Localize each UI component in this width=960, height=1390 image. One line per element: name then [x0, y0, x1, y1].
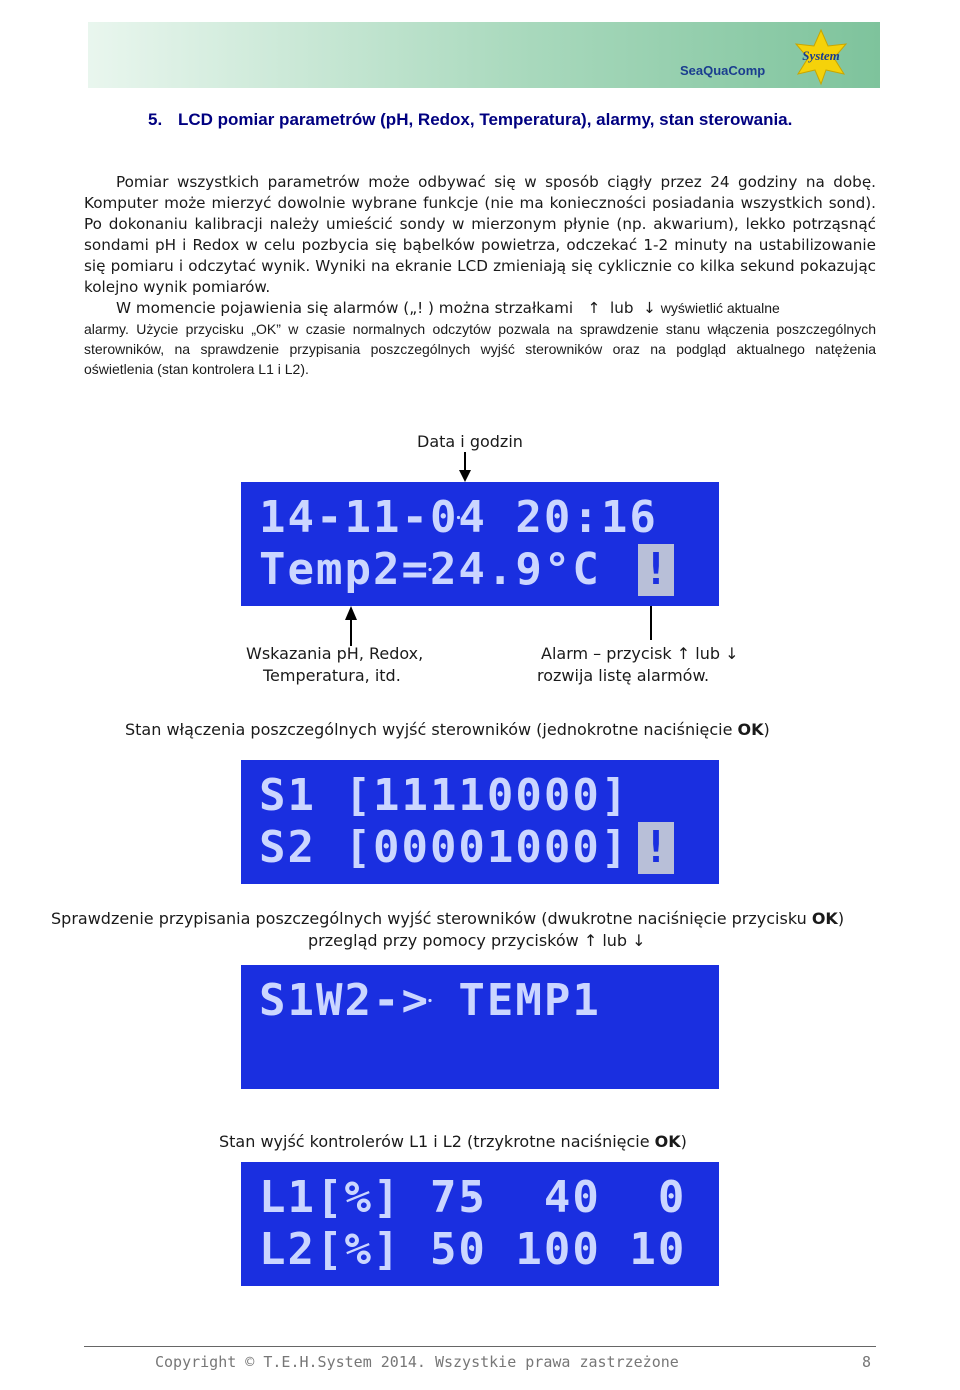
paragraph-2-a: W momencie pojawienia się alarmów („! ) można strzałkami [116, 299, 574, 317]
lcd2-caption-a: Stan włączenia poszczególnych wyjść sterowników (jednokrotne naciśnięcie [125, 720, 738, 739]
footer-copyright: Copyright © T.E.H.System 2014. Wszystkie prawa zastrzeżone [155, 1353, 679, 1371]
lcd1-top-label: Data i godzin [417, 432, 523, 451]
paragraph-2-b: lub [610, 299, 634, 317]
company-logo [790, 28, 852, 86]
paragraph-1: Pomiar wszystkich parametrów może odbywać się w sposób ciągły przez 24 godziny na dobę. Komputer może mierzyć dowolnie wybrane funkcje (nie ma konieczności posiadania wszystkich sond). Po dokonaniu kalibracji należy umieścić sondy w mierzonym płynie (np. akwarium), lekko potrząsnąć sondami pH i Redox w celu pozbycia się bąbelków powietrza, odczekać 1-2 minuty na ustabilizowanie się pomiaru i odczytać wynik. Wyniki na ekranie LCD zmieniają się cyklicznie co kilka sekund pokazując kolejno wynik pomiarów. [84, 173, 876, 296]
lcd4-caption-a: Stan wyjść kontrolerów L1 i L2 (trzykrotne naciśnięcie [219, 1132, 655, 1151]
arrow-down-icon: ↓ [638, 299, 656, 317]
lcd1-right-label-1: Alarm – przycisk ↑ lub ↓ [541, 644, 739, 663]
lcd2-line2: S2 [00001000] [259, 822, 630, 873]
arrow-up-head [345, 606, 357, 620]
lcd3-line1: S1W2-> TEMP1 [259, 975, 601, 1026]
arrow-down-head [459, 470, 471, 482]
logo-text: System [802, 48, 840, 63]
lcd2-caption-ok: OK [737, 720, 764, 739]
lcd2-caption [125, 720, 770, 739]
lcd1-line1: 14-11-04 20:16 [259, 492, 658, 543]
lcd-screen-1 [241, 482, 719, 606]
page-number: 8 [862, 1353, 872, 1371]
lcd-screen-3 [241, 965, 719, 1089]
arrow-up-icon: ↑ [577, 299, 606, 317]
lcd2-caption-b: ) [763, 720, 770, 739]
lcd3-caption-2: przegląd przy pomocy przycisków ↑ lub ↓ [308, 931, 646, 950]
lcd2-alarm-indicator: ! [638, 822, 674, 874]
lcd4-caption [219, 1132, 687, 1151]
lcd4-caption-ok: OK [654, 1132, 681, 1151]
body-text [84, 172, 876, 379]
lcd3-caption-1-b: ) [837, 909, 845, 928]
footer-divider [84, 1346, 876, 1347]
lcd4-caption-b: ) [680, 1132, 687, 1151]
lcd1-line2: Temp2=24.9°C [259, 544, 601, 595]
alarm-pointer-line [650, 606, 652, 640]
lcd3-caption-1-a: Sprawdzenie przypisania poszczególnych wyjść sterowników (dwukrotne naciśnięcie przycisku [51, 909, 812, 928]
section-number: 5. [148, 110, 163, 129]
lcd1-left-label-2: Temperatura, itd. [263, 666, 401, 685]
lcd4-line1: L1[%] 75 40 0 [259, 1172, 687, 1223]
lcd3-caption-1 [51, 909, 844, 928]
brand-name: SeaQuaComp [680, 63, 766, 78]
header-banner [88, 22, 880, 88]
paragraph-3: alarmy. Użycie przycisku „OK” w czasie normalnych odczytów pozwala na sprawdzenie stanu włączenia poszczególnych sterowników, na sprawdzenie przypisania poszczególnych wyjść sterowników oraz na podgląd aktualnego natężenia oświetlenia (stan kontrolera L1 i L2). [84, 321, 876, 377]
paragraph-2 [84, 298, 876, 319]
lcd4-line2: L2[%] 50 100 10 [259, 1224, 687, 1275]
lcd3-caption-1-ok: OK [811, 909, 838, 928]
section-title: LCD pomiar parametrów (pH, Redox, Temperatura), alarmy, stan sterowania. [178, 110, 793, 129]
lcd-screen-2 [241, 760, 719, 884]
lcd1-right-label-2: rozwija listę alarmów. [537, 666, 710, 685]
lcd-screen-4 [241, 1162, 719, 1286]
paragraph-2-c: wyświetlić aktualne [660, 300, 780, 316]
lcd2-line1: S1 [11110000] [259, 770, 630, 821]
arrow-up-line [350, 620, 352, 646]
lcd1-alarm-indicator: ! [638, 544, 674, 596]
lcd1-left-label-1: Wskazania pH, Redox, [246, 644, 424, 663]
